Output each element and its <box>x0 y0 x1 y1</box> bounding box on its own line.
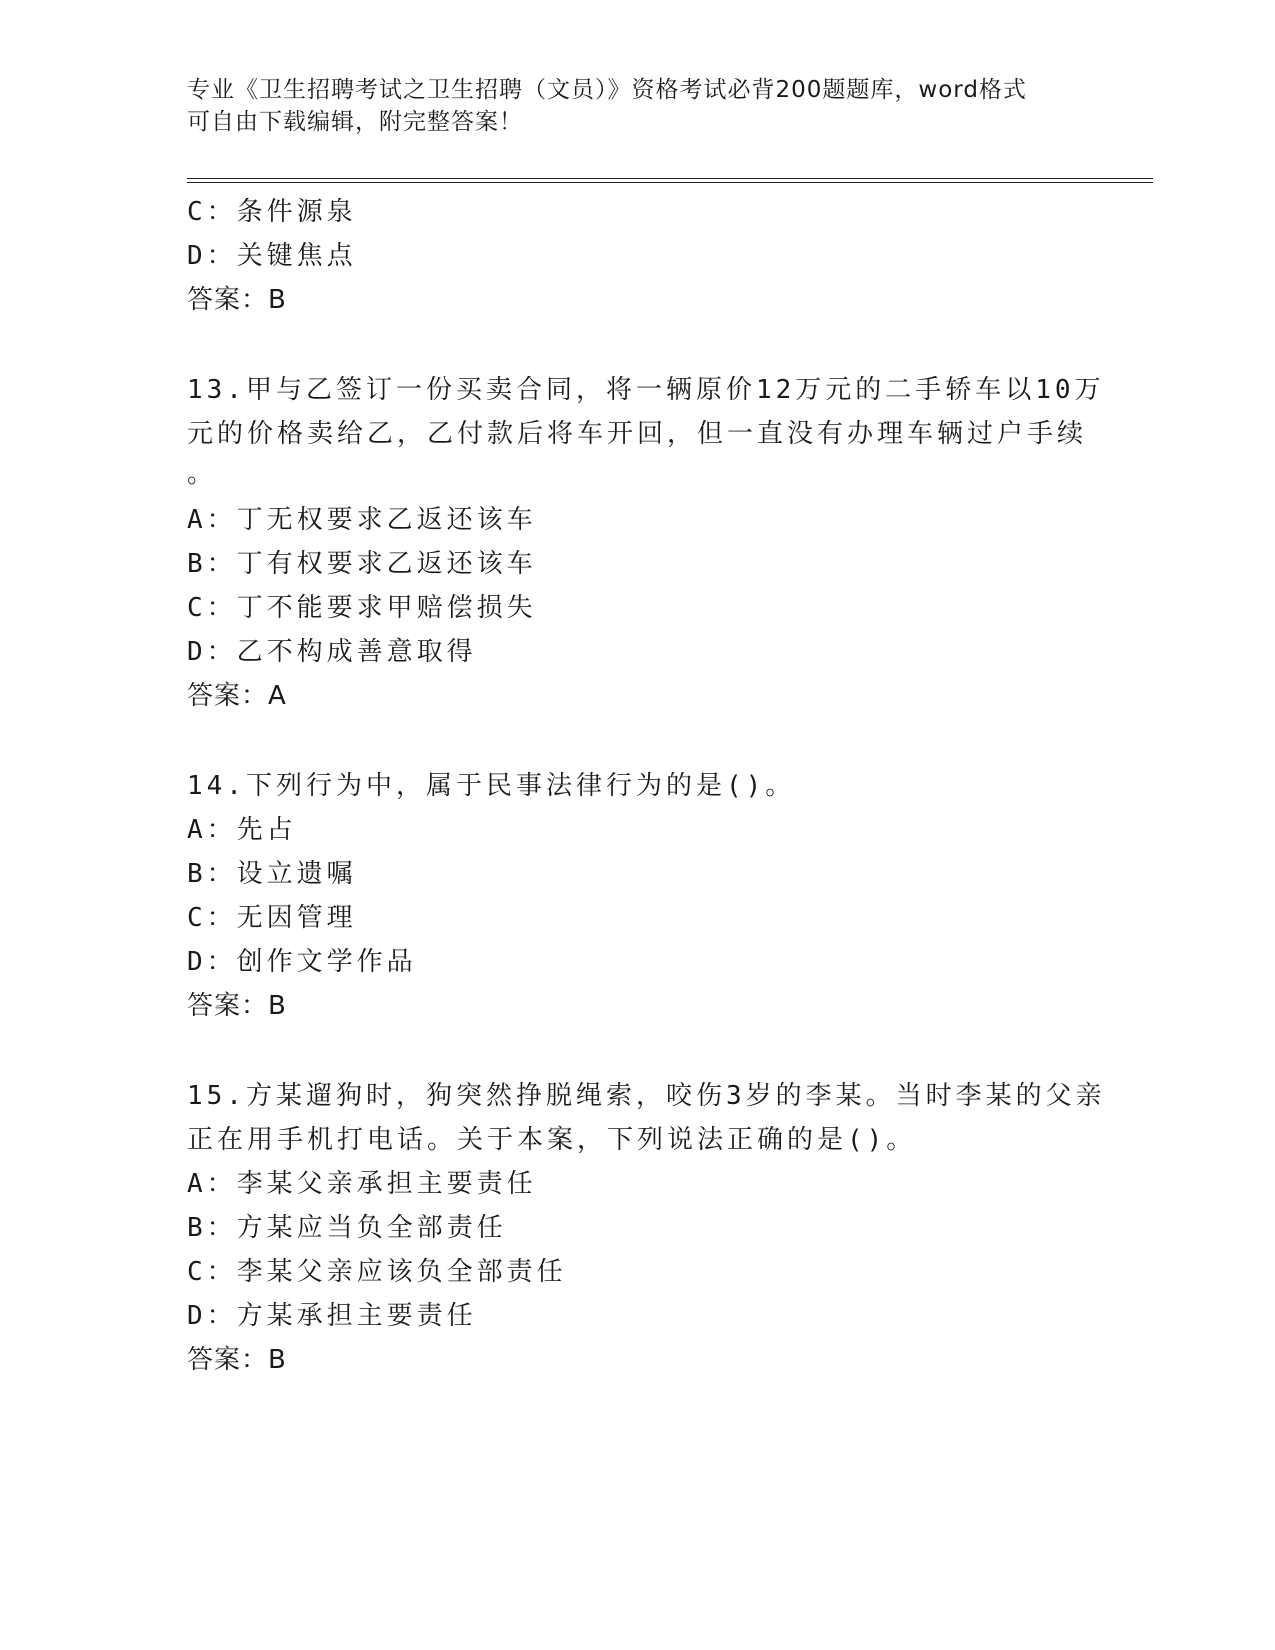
q13-option-c: C：丁不能要求甲赔偿损失 <box>187 593 537 623</box>
q14-option-b: B：设立遗嘱 <box>187 859 357 889</box>
q15-option-c: C：李某父亲应该负全部责任 <box>187 1257 567 1287</box>
q13-text-line-1: 13.甲与乙签订一份买卖合同，将一辆原价12万元的二手轿车以10万 <box>187 375 1105 405</box>
q15-text-line-1: 15.方某遛狗时，狗突然挣脱绳索，咬伤3岁的李某。当时李某的父亲 <box>187 1081 1106 1111</box>
q14-answer: 答案：B <box>187 991 287 1021</box>
header-line-2: 可自由下载编辑，附完整答案！ <box>187 109 523 135</box>
q13-text-line-3: 。 <box>187 459 218 489</box>
prev-option-d: D：关键焦点 <box>187 241 357 271</box>
q14-option-c: C：无因管理 <box>187 903 357 933</box>
prev-answer: 答案：B <box>187 285 287 315</box>
q14-text-line-1: 14.下列行为中，属于民事法律行为的是()。 <box>187 771 796 801</box>
q13-answer: 答案：A <box>187 681 287 711</box>
q15-text-line-2: 正在用手机打电话。关于本案，下列说法正确的是()。 <box>187 1125 917 1155</box>
document-header <box>187 74 1067 138</box>
q13-option-a: A：丁无权要求乙返还该车 <box>187 505 537 535</box>
prev-option-c: C：条件源泉 <box>187 197 357 227</box>
q15-answer: 答案：B <box>187 1345 287 1375</box>
header-line-1: 专业《卫生招聘考试之卫生招聘（文员）》资格考试必背200题题库，word格式 <box>187 77 1027 103</box>
q15-option-b: B：方某应当负全部责任 <box>187 1213 507 1243</box>
q13-text-line-2: 元的价格卖给乙，乙付款后将车开回，但一直没有办理车辆过户手续 <box>187 419 1088 449</box>
header-divider <box>187 178 1153 183</box>
q13-option-b: B：丁有权要求乙返还该车 <box>187 549 537 579</box>
q14-option-a: A：先占 <box>187 815 297 845</box>
q13-option-d: D：乙不构成善意取得 <box>187 637 477 667</box>
q15-option-d: D：方某承担主要责任 <box>187 1301 477 1331</box>
q15-option-a: A：李某父亲承担主要责任 <box>187 1169 537 1199</box>
q14-option-d: D：创作文学作品 <box>187 947 417 977</box>
